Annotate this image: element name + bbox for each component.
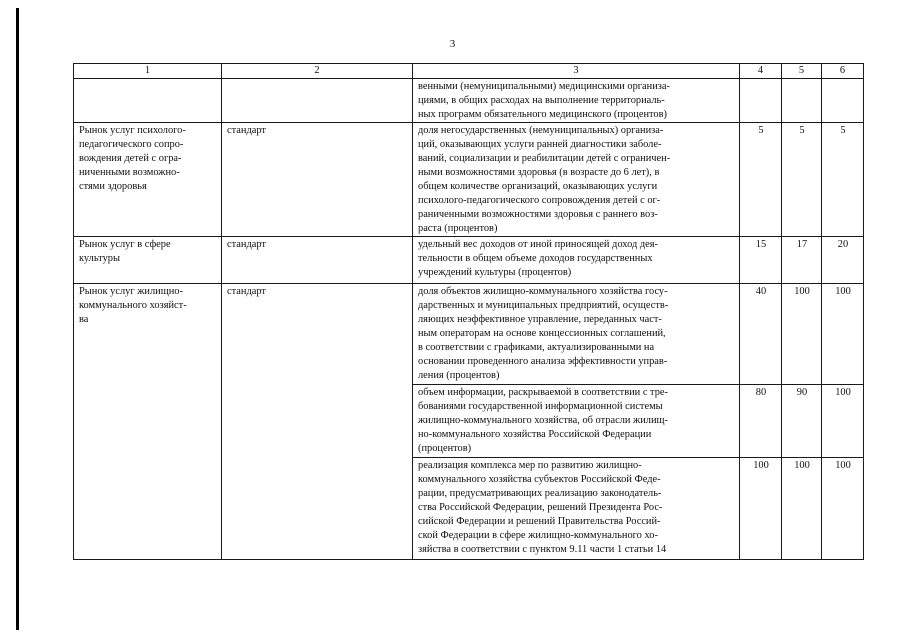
indicator-text-line: ных программ обязательного медицинского (процентов) (418, 109, 667, 120)
indicator-cell (413, 385, 740, 458)
market-text-line: Рынок услуг жилищно- (79, 286, 183, 297)
market-text-line: Рынок услуг в сфере (79, 239, 171, 250)
indicator-text-line: общем количестве организаций, оказывающих услуги (418, 181, 658, 192)
indicator-text-line: жилищно-коммунального хозяйства, об отрасли жилищ- (418, 415, 668, 426)
value-cell-4: 5 (740, 123, 782, 237)
indicator-text-line: реализация комплекса мер по развитию жилищно- (418, 460, 642, 471)
indicator-text-line: но-коммунального хозяйства Российской Федерации (418, 429, 652, 440)
column-header-3: 3 (413, 64, 740, 79)
market-cell (74, 284, 222, 560)
market-text-line: педагогического сопро- (79, 139, 184, 150)
value-cell-5: 17 (782, 237, 822, 284)
market-cell (74, 123, 222, 237)
indicator-text-line: доля негосударственных (немуниципальных) организа- (418, 125, 664, 136)
type-cell: стандарт (222, 284, 413, 560)
value-cell-5: 100 (782, 458, 822, 560)
type-cell: стандарт (222, 237, 413, 284)
value-cell-4: 80 (740, 385, 782, 458)
market-cell (74, 79, 222, 123)
indicator-text-line: рации, предусматривающих реализацию законодатель- (418, 488, 662, 499)
indicator-text-line: основании проведенного анализа эффективности управ- (418, 356, 668, 367)
column-header-6: 6 (822, 64, 864, 79)
value-cell-6: 5 (822, 123, 864, 237)
column-header-5: 5 (782, 64, 822, 79)
page-number: 3 (449, 38, 456, 50)
indicator-text-line: раста (процентов) (418, 223, 498, 234)
indicator-text-line: в соответствии с графиками, актуализированными на (418, 342, 655, 353)
value-cell-6: 20 (822, 237, 864, 284)
table-row (74, 237, 864, 284)
indicator-text-line: зяйства в соответствии с пунктом 9.11 части 1 статьи 14 (418, 544, 667, 555)
column-header-1: 1 (74, 64, 222, 79)
value-cell-5: 5 (782, 123, 822, 237)
indicator-text-line: ным операторам на основе концессионных соглашений, (418, 328, 666, 339)
value-cell-6: 100 (822, 284, 864, 385)
binding-margin-line (16, 8, 19, 630)
value-cell-5: 90 (782, 385, 822, 458)
indicator-text-line: ления (процентов) (418, 370, 500, 381)
column-header-2: 2 (222, 64, 413, 79)
type-cell (222, 79, 413, 123)
indicator-cell (413, 123, 740, 237)
indicator-cell (413, 79, 740, 123)
value-cell-4: 40 (740, 284, 782, 385)
indicator-text-line: ций, оказывающих услуги ранней диагностики заболе- (418, 139, 662, 150)
indicator-text-line: психолого-педагогического сопровождения детей с ог- (418, 195, 661, 206)
table-row (74, 79, 864, 123)
indicator-cell (413, 284, 740, 385)
indicator-text-line: ваний, социализации и реабилитации детей с ограничен- (418, 153, 671, 164)
table-row (74, 284, 864, 385)
indicator-text-line: объем информации, раскрываемой в соответствии с тре- (418, 387, 668, 398)
value-cell-5 (782, 79, 822, 123)
indicator-text-line: учреждений культуры (процентов) (418, 267, 572, 278)
indicator-text-line: тельности в общем объеме доходов государственных (418, 253, 653, 264)
indicator-text-line: ской Федерации в сфере жилищно-коммунального хо- (418, 530, 658, 541)
value-cell-4: 15 (740, 237, 782, 284)
market-text-line: ниченными возможно- (79, 167, 180, 178)
indicator-text-line: бованиями государственной информационной системы (418, 401, 663, 412)
market-text-line: коммунального хозяйст- (79, 300, 187, 311)
value-cell-6 (822, 79, 864, 123)
market-text-line: ва (79, 314, 89, 325)
indicator-text-line: сийской Федерации и решений Правительства Россий- (418, 516, 661, 527)
table-row (74, 123, 864, 237)
header-row (74, 64, 864, 79)
market-cell (74, 237, 222, 284)
indicator-text-line: циями, в общих расходах на выполнение территориаль- (418, 95, 665, 106)
value-cell-6: 100 (822, 458, 864, 560)
type-cell: стандарт (222, 123, 413, 237)
indicator-text-line: доля объектов жилищно-коммунального хозяйства госу- (418, 286, 668, 297)
column-header-4: 4 (740, 64, 782, 79)
indicator-text-line: ства Российской Федерации, решений Президента Рос- (418, 502, 663, 513)
value-cell-5: 100 (782, 284, 822, 385)
indicator-text-line: венными (немуниципальными) медицинскими организа- (418, 81, 670, 92)
indicator-text-line: ляющих неэффективное управление, переданных част- (418, 314, 662, 325)
market-text-line: стями здоровья (79, 181, 147, 192)
value-cell-4: 100 (740, 458, 782, 560)
value-cell-4 (740, 79, 782, 123)
market-text-line: вождения детей с огра- (79, 153, 182, 164)
data-table (73, 63, 864, 560)
value-cell-6: 100 (822, 385, 864, 458)
indicator-text-line: (процентов) (418, 443, 472, 454)
indicator-text-line: удельный вес доходов от иной приносящей доход дея- (418, 239, 658, 250)
indicator-cell (413, 458, 740, 560)
market-text-line: Рынок услуг психолого- (79, 125, 186, 136)
indicator-text-line: коммунального хозяйства субъектов Российской Феде- (418, 474, 661, 485)
market-text-line: культуры (79, 253, 120, 264)
indicator-text-line: раниченными возможностями здоровья с раннего воз- (418, 209, 658, 220)
indicator-text-line: дарственных и муниципальных предприятий, осуществ- (418, 300, 669, 311)
indicator-cell (413, 237, 740, 284)
indicator-text-line: ными возможностями здоровья (в возрасте до 6 лет), в (418, 167, 660, 178)
